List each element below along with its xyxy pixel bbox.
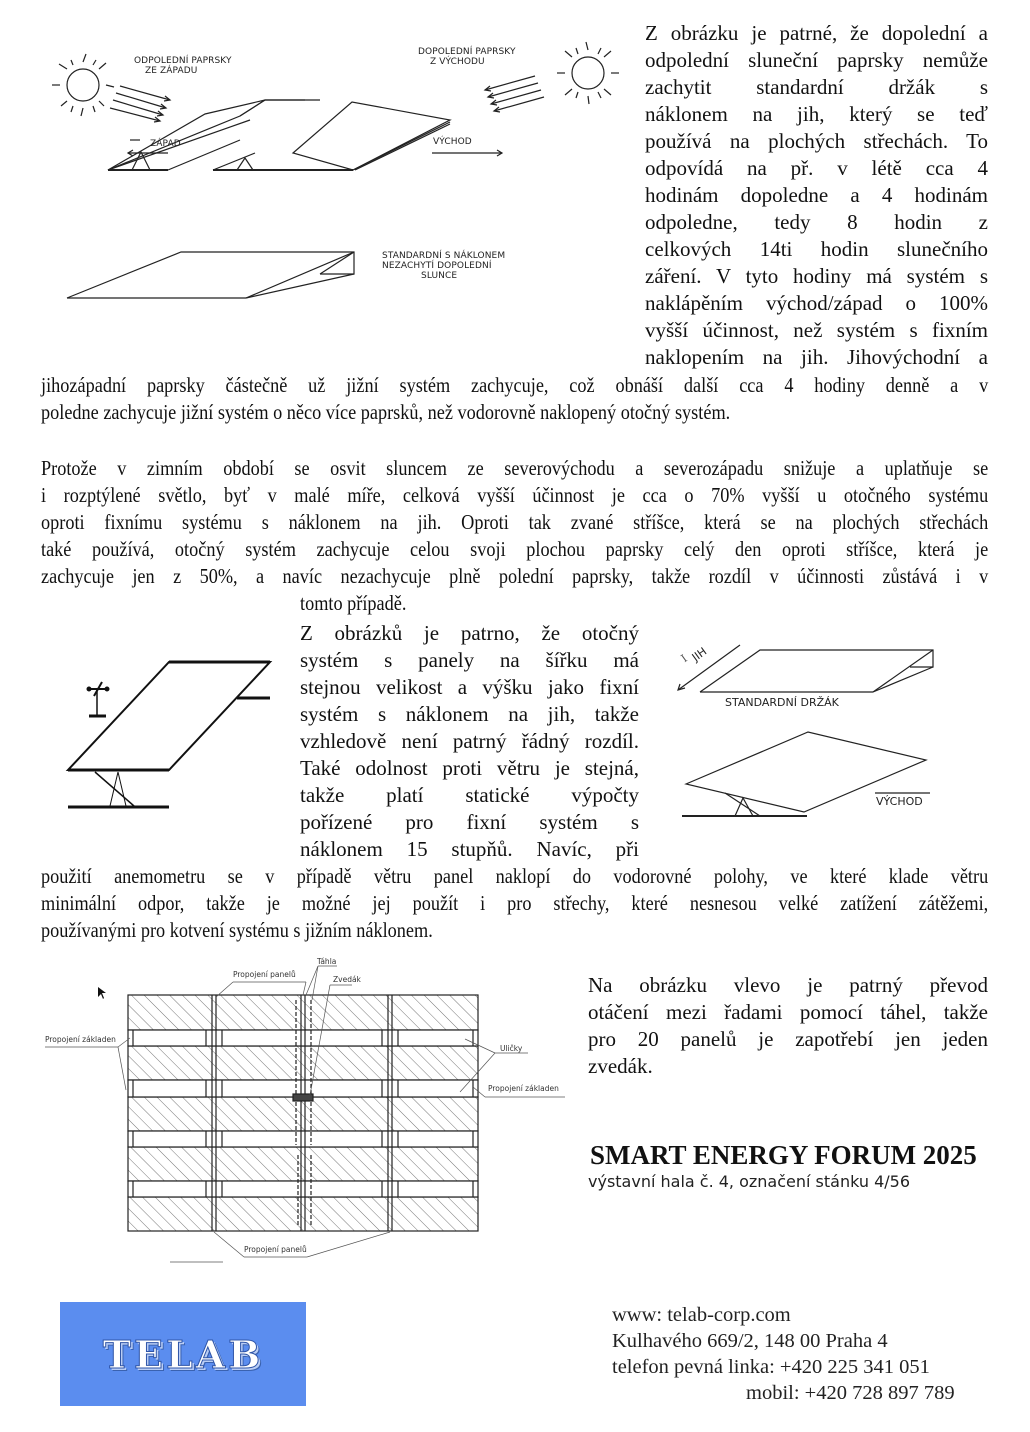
label-standard-holder: STANDARDNÍ DRŽÁK: [725, 696, 839, 709]
arrows-rays-east: [485, 76, 544, 112]
label-jack: Zvedák: [333, 975, 361, 984]
paragraph-2-last-line: [300, 590, 422, 617]
label-standard-line2: NEZACHYTÍ DOPOLEDNÍ: [382, 261, 492, 271]
text-line: minimální odpor, takže je možné jej použít i pro střechy, které nesnesou velké zatížení zátěžemi,: [41, 891, 989, 915]
text-line: odpoledne, tedy 8 hodin z: [645, 210, 988, 234]
text-line: hodinám dopoledne a 4 hodinám: [645, 183, 988, 207]
text-line: používanými pro kotvení systému s jižním náklonem.: [41, 918, 433, 942]
text-line: jihozápadní paprsky částečně už jižní systém zachycuje, což obnáší další cca 4 hodiny denně a v: [41, 373, 989, 397]
text-line: zvedák.: [588, 1054, 653, 1078]
label-panel-connection-bottom: Propojení panelů: [244, 1245, 307, 1254]
text-line: Protože v zimním období se osvit sluncem ze severovýchodu a severozápadu snižuje a uplatňuje se: [41, 456, 989, 480]
sun-icon: [557, 42, 619, 104]
paragraph-3-middle-column: [300, 620, 639, 863]
text-line: Také odolnost proti větru je stejná,: [300, 756, 639, 780]
label-rods: Táhla: [317, 957, 337, 966]
contact-address: Kulhavého 669/2, 148 00 Praha 4: [612, 1330, 888, 1352]
label-east: VÝCHOD: [876, 795, 923, 808]
grid-plan-drawing: [40, 955, 580, 1260]
text-line: také používá, otočný systém zachycuje celou svoji plochou paprsky celý den oproti stříšce, která je: [41, 537, 989, 561]
contact-website[interactable]: www: telab-corp.com: [612, 1304, 791, 1326]
logo-text: TELAB: [102, 1331, 264, 1377]
text-line: oproti fixnímu systému s náklonem na jih. Oproti tak zvané stříšce, která se na plochých střechách: [41, 510, 989, 534]
panel-tilted-east: [213, 102, 450, 170]
event-subtitle: výstavní hala č. 4, označení stánku 4/56: [588, 1172, 911, 1191]
label-south-marker: I: [678, 651, 690, 666]
figure-east-west-drawing: [40, 20, 620, 310]
label-east-rays: [418, 47, 516, 67]
text-line: Z obrázků je patrno, že otočný: [300, 621, 639, 645]
figure-standard-vs-rotating: [670, 630, 960, 830]
panel-tilted-west: [108, 100, 320, 170]
contact-block: [612, 1302, 982, 1406]
text-line: Na obrázku vlevo je patrný převod: [588, 973, 988, 997]
text-line: odpolední sluneční paprsky nemůže: [645, 48, 988, 72]
text-line: použití anemometru se v případě větru panel naklopí do vodorovné polohy, ve které klade větru: [41, 864, 989, 888]
text-line: vzhledově není patrný řádný rozdíl.: [300, 729, 639, 753]
figure-rotating-drawing: [60, 640, 290, 820]
text-line: poledne zachycuje jižní systém o něco více paprsků, než vodorovně naklopený otočný systém.: [41, 400, 731, 424]
label-aisles: Uličky: [500, 1044, 523, 1053]
text-line: záření. V tyto hodiny má systém s: [645, 264, 988, 288]
label-west-rays-line2: ZE ZÁPADU: [145, 66, 198, 76]
figure-panel-grid-plan: [40, 955, 580, 1260]
paragraph-3-full-width: [41, 863, 988, 944]
text-line: systém s náklonem na jih, takže: [300, 702, 639, 726]
contact-phone-landline: telefon pevná linka: +420 225 341 051: [612, 1356, 930, 1378]
text-line: používá na plochých střechách. To: [645, 129, 988, 153]
paragraph-4: [588, 972, 988, 1080]
text-line: vyšší účinnost, než systém s fixním: [645, 318, 988, 342]
label-west: ZÁPAD: [150, 139, 181, 149]
text-line: stejnou velikost a výšku jako fixní: [300, 675, 639, 699]
label-south: JIH: [689, 644, 710, 665]
mouse-cursor-icon: [98, 987, 106, 999]
anemometer-icon: [87, 682, 109, 716]
panel-standard-holder: [700, 650, 933, 692]
arrow-east-icon: [432, 150, 502, 156]
label-panel-connection-top: Propojení panelů: [233, 970, 296, 979]
label-east-rays-line2: Z VÝCHODU: [430, 57, 485, 67]
text-line: celkových 14ti hodin slunečního: [645, 237, 988, 261]
text-line: náklonem 15 stupňů. Navíc, při: [300, 837, 639, 861]
contact-phone-mobile: mobil: +420 728 897 789: [746, 1382, 955, 1404]
telab-logo: [60, 1302, 306, 1406]
paragraph-1-full-width: [41, 372, 988, 426]
jack-marker: [293, 1094, 313, 1101]
text-line: zachycuje jen z 50%, a navíc nezachycuje plně polední paprsky, takže rozdíl v účinnosti zůstává i v: [41, 564, 989, 588]
text-line: Z obrázku je patrné, že dopolední a: [645, 21, 988, 45]
text-line: naklápěním východ/západ o 100%: [645, 291, 988, 315]
label-west-rays: [134, 56, 232, 76]
text-line: náklonem na jih, který se teď: [645, 102, 988, 126]
text-line: otáčení mezi řadami pomocí táhel, takže: [588, 1000, 988, 1024]
label-west-rays-line1: ODPOLEDNÍ PAPRSKY: [134, 56, 232, 66]
arrow-south-icon: [678, 645, 740, 690]
event-title: SMART ENERGY FORUM 2025: [590, 1140, 977, 1170]
text-line: naklopením na jih. Jihovýchodní a: [645, 345, 988, 369]
text-line: pro 20 panelů je zapotřebí jen jeden: [588, 1027, 988, 1051]
arrows-rays-west: [110, 86, 170, 122]
panel-standard-south: [67, 252, 354, 298]
label-east-rays-line1: DOPOLEDNÍ PAPRSKY: [418, 47, 516, 57]
figure-rotating-system: [60, 640, 290, 820]
figure-east-west-rays: [40, 20, 620, 310]
text-line: tomto případě.: [300, 591, 407, 615]
text-line: i rozptýlené světlo, byť v malé míře, celková vyšší účinnost je cca o 70% vyšší u otočného systému: [41, 483, 989, 507]
paragraph-2: [41, 455, 988, 590]
label-base-connection-right: Propojení základen: [488, 1084, 559, 1093]
label-base-connection-left: Propojení základen: [45, 1035, 116, 1044]
sun-icon: [52, 54, 114, 116]
label-east: VÝCHOD: [433, 137, 472, 147]
text-line: odpovídá na př. v létě cca 4: [645, 156, 988, 180]
paragraph-1-right-column: [645, 20, 988, 371]
text-line: pořízené pro fixní systém s: [300, 810, 639, 834]
label-standard-line3: SLUNCE: [421, 271, 458, 281]
text-line: takže platí statické výpočty: [300, 783, 639, 807]
text-line: zachytit standardní držák s: [645, 75, 988, 99]
label-standard-note: [382, 251, 505, 281]
text-line: systém s panely na šířku má: [300, 648, 639, 672]
label-standard-line1: STANDARDNÍ S NÁKLONEM: [382, 251, 506, 261]
